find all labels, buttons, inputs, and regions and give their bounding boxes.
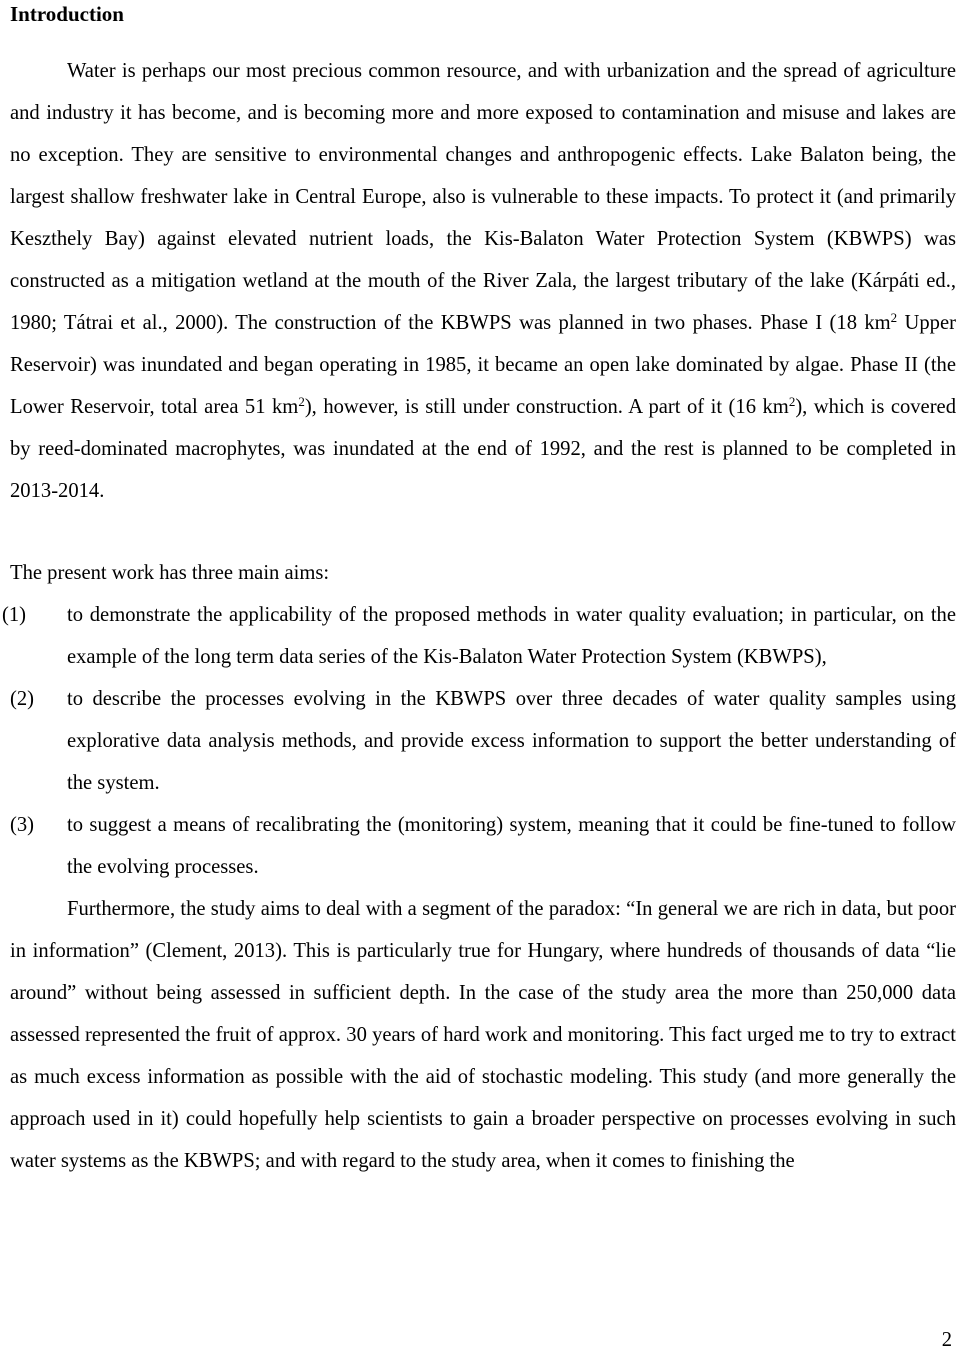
list-item-number: (3)	[10, 814, 35, 836]
list-item-number: (1)	[2, 604, 27, 626]
list-item-text: to describe the processes evolving in the KBWPS over three decades of water quality samples using explorative data analysis methods, and provide excess information to support the better understanding of the system.	[67, 688, 956, 794]
list-item	[10, 678, 956, 804]
page-number: 2	[941, 1329, 952, 1351]
intro-text-3: ), however, is still under construction. A part of it (16 km	[304, 396, 789, 418]
aims-list	[2, 594, 956, 888]
intro-text-1: Water is perhaps our most precious common resource, and with urbanization and the spread of agriculture and industry it has become, and is becoming more and more exposed to contamination and misuse and lakes are no exception. They are sensitive to environmental changes and anthropogenic effects. Lake Balaton being, the largest shallow freshwater lake in Central Europe, also is vulnerable to these impacts. To protect it (and primarily Keszthely Bay) against elevated nutrient loads, the Kis-Balaton Water Protection System (KBWPS) was constructed as a mitigation wetland at the mouth of the River Zala, the largest tributary of the lake (Kárpáti ed., 1980; Tátrai et al., 2000). The construction of the KBWPS was planned in two phases. Phase I (18 km	[10, 60, 956, 334]
superscript-3: 2	[788, 394, 796, 409]
section-heading: Introduction	[10, 2, 124, 26]
intro-text-2: Upper Reservoir) was inundated and began operating in 1985, it became an open lake dominated by algae. Phase II (the Lower Reservoir, total area 51 km	[10, 312, 956, 418]
superscript-1: 2	[890, 310, 898, 325]
intro-paragraph	[10, 50, 956, 512]
list-item	[2, 594, 956, 678]
list-item-text: to suggest a means of recalibrating the (monitoring) system, meaning that it could be fine-tuned to follow the evolving processes.	[67, 814, 956, 878]
list-item-text: to demonstrate the applicability of the proposed methods in water quality evaluation; in particular, on the example of the long term data series of the Kis-Balaton Water Protection System (KBWPS),	[67, 604, 956, 668]
document-page	[2, 0, 956, 1182]
superscript-2: 2	[298, 394, 305, 409]
list-item	[10, 804, 956, 888]
intro-text-4: ), which is covered by reed-dominated macrophytes, was inundated at the end of 1992, and the rest is planned to be completed in 2013-2014.	[10, 396, 956, 502]
aims-intro: The present work has three main aims:	[10, 562, 330, 584]
list-item-number: (2)	[10, 688, 35, 710]
final-paragraph: Furthermore, the study aims to deal with a segment of the paradox: “In general we are rich in data, but poor in information” (Clement, 2013). This is particularly true for Hungary, where hundreds of thousands of data “lie around” without being assessed in sufficient depth. In the case of the study area the more than 250,000 data assessed represented the fruit of approx. 30 years of hard work and monitoring. This fact urged me to try to extract as much excess information as possible with the aid of stochastic modeling. This study (and more generally the approach used in it) could hopefully help scientists to gain a broader perspective on processes evolving in such water systems as the KBWPS; and with regard to the study area, when it comes to finishing the	[10, 898, 956, 1172]
